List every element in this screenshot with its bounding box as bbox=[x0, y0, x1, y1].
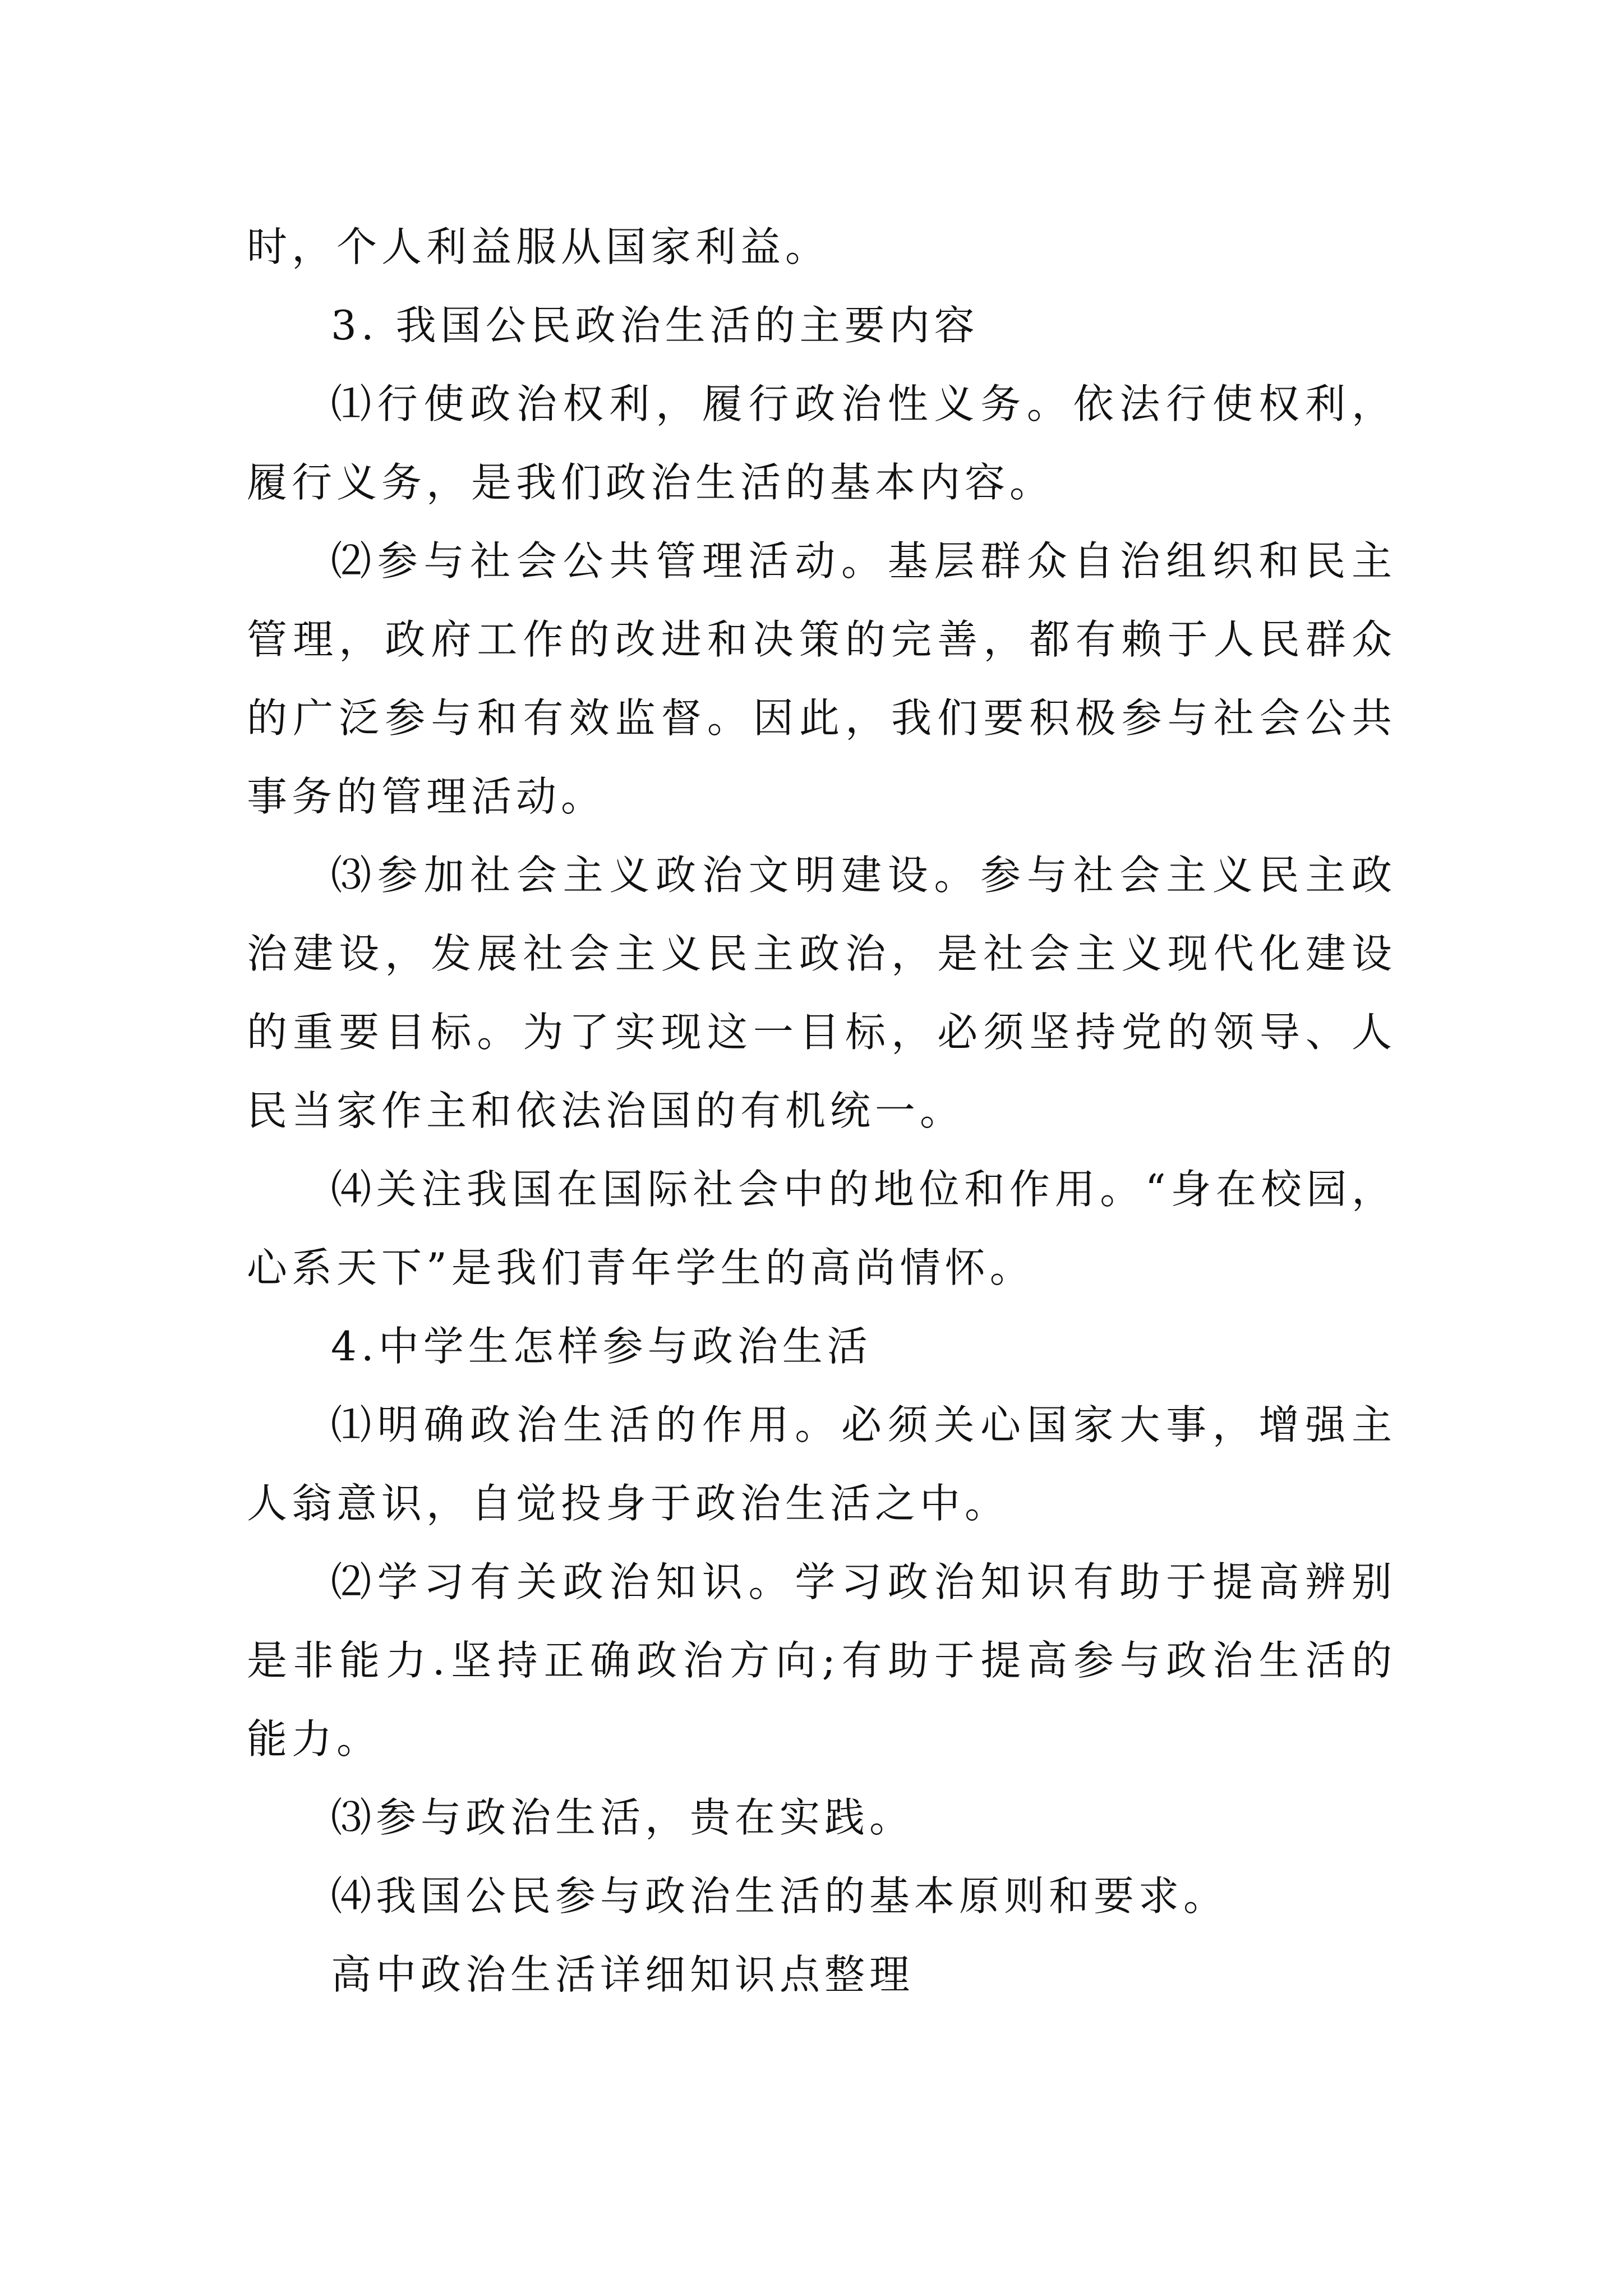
paragraph-item-4b: ⑷我国公民参与政治生活的基本原则和要求。 bbox=[331, 1872, 1229, 1920]
document-body bbox=[247, 208, 1396, 2014]
section-heading-3: 3. 我国公民政治生活的主要内容 bbox=[331, 302, 979, 349]
section-heading-4: 4.中学生怎样参与政治生活 bbox=[331, 1323, 872, 1370]
paragraph-item-2b: ⑵学习有关政治知识。学习政治知识有助于提高辨别是非能力.坚持正确政治方向;有助于提高参与政治生活的能力。 bbox=[247, 1558, 1396, 1763]
paragraph-item-3: ⑶参加社会主义政治文明建设。参与社会主义民主政治建设，发展社会主义民主政治，是社会主义现代化建设的重要目标。为了实现这一目标，必须坚持党的领导、人民当家作主和依法治国的有机统一。 bbox=[247, 852, 1396, 1134]
paragraph-item-1b: ⑴明确政治生活的作用。必须关心国家大事，增强主人翁意识，自觉投身于政治生活之中。 bbox=[247, 1401, 1396, 1527]
paragraph-item-4: ⑷关注我国在国际社会中的地位和作用。“身在校园，心系天下”是我们青年学生的高尚情怀。 bbox=[247, 1166, 1396, 1291]
paragraph-item-1: ⑴行使政治权利，履行政治性义务。依法行使权利，履行义务，是我们政治生活的基本内容。 bbox=[247, 380, 1396, 506]
paragraph-continuation: 时，个人利益服从国家利益。 bbox=[247, 223, 831, 270]
paragraph-item-3b: ⑶参与政治生活，贵在实践。 bbox=[331, 1794, 915, 1841]
paragraph-item-2: ⑵参与社会公共管理活动。基层群众自治组织和民主管理，政府工作的改进和决策的完善，都有赖于人民群众的广泛参与和有效监督。因此，我们要积极参与社会公共事务的管理活动。 bbox=[247, 537, 1396, 820]
closing-title: 高中政治生活详细知识点整理 bbox=[331, 1951, 915, 1998]
